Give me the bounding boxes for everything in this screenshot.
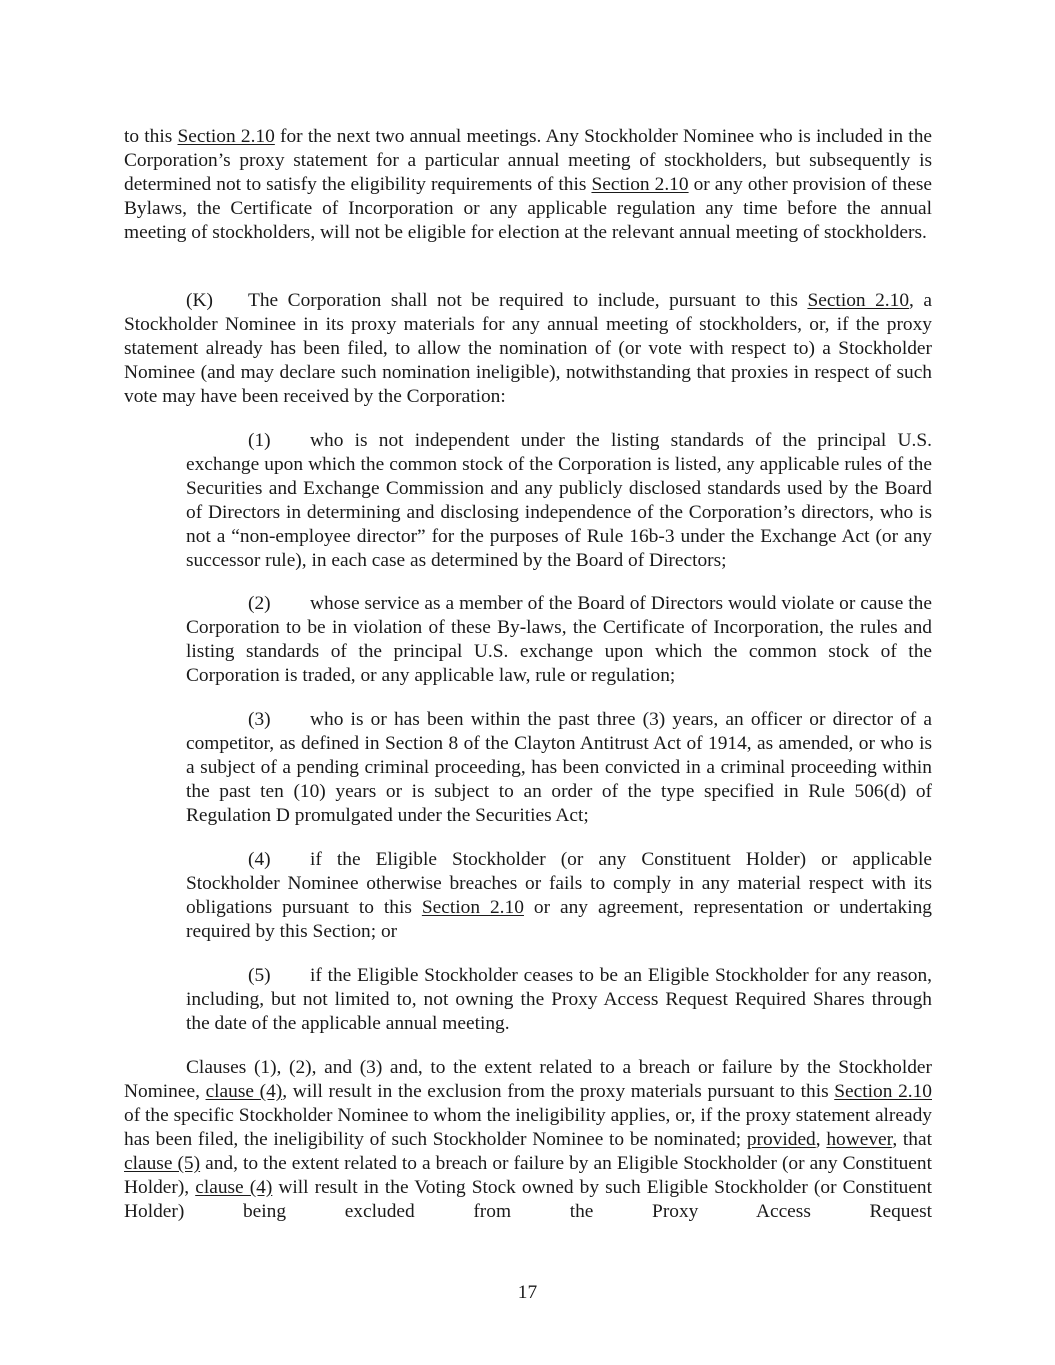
section-reference: Section 2.10	[591, 174, 689, 195]
paragraph-k	[124, 289, 932, 409]
text-run: , will result in the exclusion from the proxy materials pursuant to this	[282, 1081, 835, 1102]
clause-5	[186, 964, 932, 1036]
text-run: , that	[892, 1129, 932, 1150]
clause-text: whose service as a member of the Board of Directors would violate or cause the Corporation to be in violation of these By-laws, the Certificate of Incorporation, the rules and listing standards of the principal U.S. exchange upon which the common stock of the Corporation is traded, or any applicable law, rule or regulation;	[186, 593, 932, 686]
clause-reference: clause (4)	[205, 1081, 283, 1102]
text-run: will result in the Voting Stock owned by such Eligible Stockholder (or Constituent Holder) being excluded from the Proxy Access Request	[124, 1177, 933, 1222]
paragraph-exclusion	[124, 1056, 932, 1224]
clause-reference: clause (5)	[124, 1153, 201, 1174]
section-reference: Section 2.10	[807, 290, 910, 311]
text-run: to this	[124, 126, 178, 147]
clause-text: who is not independent under the listing standards of the principal U.S. exchange upon which the common stock of the Corporation is listed, any applicable rules of the Securities and Exchange Commission and any publicly disclosed standards used by the Board of Directors in determining and disclosing independence of the Corporation’s directors, who is not a “non-employee director” for the purposes of Rule 16b-3 under the Exchange Act (or any successor rule), in each case as determined by the Board of Directors;	[186, 430, 932, 571]
clause-text: if the Eligible Stockholder ceases to be an Eligible Stockholder for any reason, including, but not limited to, not owning the Proxy Access Request Required Shares through the date of the applicable annual meeting.	[186, 965, 932, 1034]
clause-4	[186, 848, 932, 944]
clause-label: (4)	[248, 849, 271, 870]
section-reference: Section 2.10	[834, 1081, 932, 1102]
paragraph-label: (K)	[186, 290, 213, 311]
clause-3	[186, 708, 932, 828]
clause-label: (5)	[248, 965, 271, 986]
clause-1	[186, 429, 932, 573]
text-run: Clauses (1), (2), and (3) and, to the extent related to a breach or failure by the Stockholder Nominee,	[124, 1057, 932, 1102]
clause-reference: clause (4)	[195, 1177, 273, 1198]
text-run: of the specific Stockholder Nominee to whom the ineligibility applies, or, if the proxy statement already has been filed, the ineligibility of such Stockholder Nominee to be nominated;	[124, 1105, 932, 1150]
text-run: and, to the extent related to a breach or failure by an Eligible Stockholder (or any Constituent Holder),	[124, 1153, 932, 1198]
section-reference: Section 2.10	[421, 897, 524, 918]
text-run: The Corporation shall not be required to include, pursuant to this	[248, 290, 808, 311]
text-run: ,	[815, 1129, 827, 1150]
text-run: or any other provision of these Bylaws, the Certificate of Incorporation or any applicable regulation any time before the annual meeting of stockholders, will not be eligible for election at the relevant annual meeting of stockholders.	[124, 174, 932, 243]
text-run: for the next two annual meetings. Any Stockholder Nominee who is included in the Corporation’s proxy statement for a particular annual meeting of stockholders, but subsequently is determined not to satisfy the eligibility requirements of this	[124, 126, 932, 195]
clause-2	[186, 592, 932, 688]
paragraph-continuation	[124, 125, 932, 245]
emphasis-term: provided	[746, 1129, 816, 1150]
clause-label: (3)	[248, 709, 271, 730]
clause-text: who is or has been within the past three (3) years, an officer or director of a competitor, as defined in Section 8 of the Clayton Antitrust Act of 1914, as amended, or who is a subject of a pending criminal proceeding, has been convicted in a criminal proceeding within the past ten (10) years or is subject to an order of the type specified in Rule 506(d) of Regulation D promulgated under the Securities Act;	[186, 709, 932, 826]
text-run: , a Stockholder Nominee in its proxy materials for any annual meeting of stockholders, or, if the proxy statement already has been filed, to allow the nomination of (or vote with respect to) a Stockholder Nominee (and may declare such nomination ineligible), notwithstanding that proxies in respect of such vote may have been received by the Corporation:	[124, 290, 932, 407]
text-run: or any agreement, representation or undertaking required by this Section; or	[186, 897, 932, 942]
clause-label: (2)	[248, 593, 271, 614]
page-number: 17	[517, 1282, 538, 1303]
clause-label: (1)	[248, 430, 271, 451]
emphasis-term: however	[826, 1129, 893, 1150]
section-reference: Section 2.10	[177, 126, 275, 147]
text-run: if the Eligible Stockholder (or any Constituent Holder) or applicable Stockholder Nominee otherwise breaches or fails to comply in any material respect with its obligations pursuant to this	[186, 849, 932, 918]
